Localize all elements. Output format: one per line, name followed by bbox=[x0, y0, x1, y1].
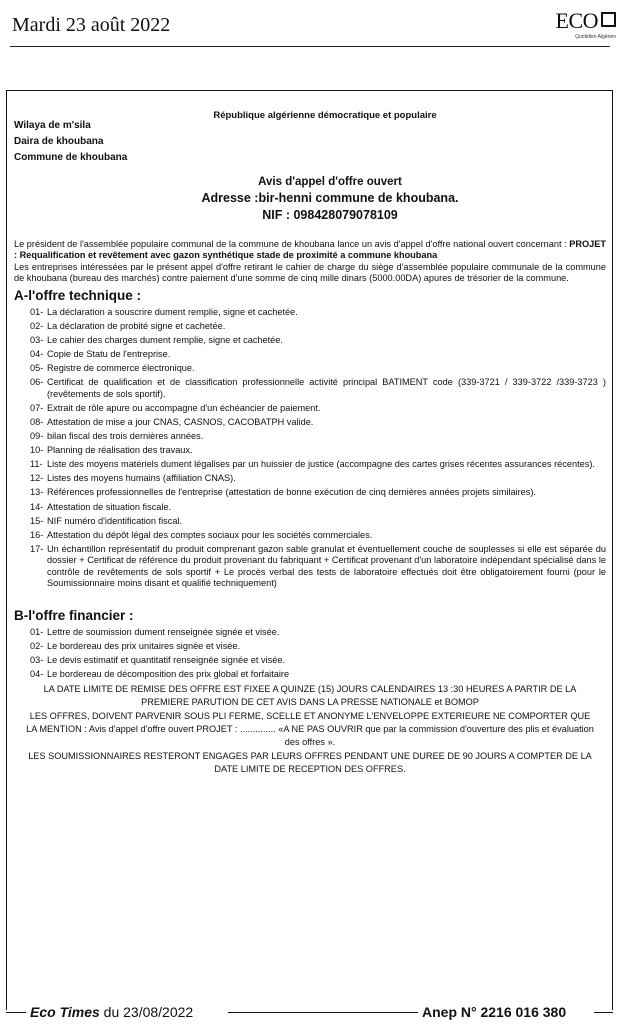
item-number: 15- bbox=[30, 515, 44, 526]
item-number: 05- bbox=[30, 363, 44, 374]
list-item bbox=[30, 516, 606, 528]
republic-heading: République algérienne démocratique et populaire bbox=[213, 110, 437, 121]
footer-rule-right bbox=[594, 1012, 613, 1013]
list-item bbox=[30, 321, 606, 333]
commune: Commune de khoubana bbox=[14, 151, 128, 163]
deadline-text: LA DATE LIMITE DE REMISE DES OFFRE EST FIXEE A QUINZE (15) JOURS CALENDAIRES 13 :30 HEURES A PARTIR DE LA PREMIERE PARUTION DE CET AVIS DANS LA PRESSE NATIONALE et BOMOP bbox=[43, 684, 577, 708]
list-item bbox=[30, 487, 606, 499]
footer-rule-middle bbox=[228, 1012, 418, 1013]
list-item bbox=[30, 403, 606, 415]
wilaya: Wilaya de m'sila bbox=[14, 119, 91, 131]
item-number: 07- bbox=[30, 402, 44, 413]
list-item bbox=[30, 335, 606, 347]
item-text: Extrait de rôle apure ou accompagne d'un échéancier de paiement. bbox=[47, 402, 321, 413]
item-text: NIF numéro d'identification fiscal. bbox=[47, 515, 183, 526]
footer-rule-left bbox=[6, 1012, 26, 1013]
footer bbox=[6, 1002, 613, 1022]
item-text: Attestation du dépôt légal des comptes sociaux pour les sociétés commerciales. bbox=[47, 529, 373, 540]
technical-offer-title: A-l'offre technique : bbox=[14, 287, 141, 303]
list-item bbox=[30, 544, 606, 590]
notice-title: Avis d'appel d'offre ouvert bbox=[258, 175, 402, 188]
administration-block bbox=[14, 118, 606, 166]
list-item bbox=[30, 473, 606, 485]
item-text: La déclaration a souscrire dument remplie, signe et cachetée. bbox=[47, 306, 298, 317]
item-text: Le cahier des charges dument remplie, signe et cachetée. bbox=[47, 335, 283, 346]
notice-content bbox=[14, 98, 606, 777]
item-number: 11- bbox=[30, 459, 43, 470]
list-item bbox=[30, 502, 606, 514]
item-text: Copie de Statu de l'entreprise. bbox=[47, 349, 171, 360]
envelope-text: LES OFFRES, DOIVENT PARVENIR SOUS PLI FERME, SCELLE ET ANONYME L'ENVELOPPE EXTERIEURE NE COMPORTER QUE LA MENTION : Avis d'appel d'offre ouvert PROJET : .............. «A NE PAS OUVRIR que par la commission d'ouverture des plis et évaluation des offres ». bbox=[26, 710, 594, 748]
list-item bbox=[30, 377, 606, 400]
item-number: 03- bbox=[30, 335, 44, 346]
list-item bbox=[30, 417, 606, 429]
list-item bbox=[30, 530, 606, 542]
item-text: Attestation de mise a jour CNAS, CASNOS, CACOBATPH valide. bbox=[47, 417, 314, 427]
list-item bbox=[30, 363, 606, 375]
item-number: 06- bbox=[30, 377, 44, 388]
item-number: 02- bbox=[30, 320, 44, 331]
newspaper-logo bbox=[546, 8, 616, 44]
notice-address: Adresse :bir-henni commune de khoubana. bbox=[201, 190, 459, 205]
logo-building-icon bbox=[601, 12, 616, 27]
technical-offer-list bbox=[14, 307, 606, 590]
project-title: PROJET : Requalification et revêtement avec gazon synthétique stade de proximité a commune khoubana bbox=[14, 238, 606, 261]
item-number: 08- bbox=[30, 417, 44, 427]
notice-nif: NIF : 098428079078109 bbox=[262, 208, 398, 223]
item-number: 01- bbox=[30, 306, 44, 317]
notice-heading bbox=[14, 174, 606, 225]
anep-number: Anep N° 2216 016 380 bbox=[422, 1004, 567, 1020]
list-item bbox=[30, 307, 606, 319]
footer-source bbox=[30, 1004, 193, 1020]
item-text: Planning de réalisation des travaux. bbox=[47, 445, 193, 456]
item-number: 13- bbox=[30, 487, 44, 498]
list-item bbox=[30, 431, 606, 443]
source-name: Eco Times bbox=[30, 1004, 100, 1020]
intro-text: Le président de l'assemblée populaire communal de la commune de khoubana lance un avis d'appel d'offre national ouvert concernant : bbox=[14, 238, 570, 249]
list-item bbox=[30, 627, 606, 639]
item-text: Références professionnelles de l'entreprise (attestation de bonne exécution de cinq dernières années projets similaires). bbox=[47, 487, 536, 498]
list-item bbox=[30, 349, 606, 361]
financial-offer-list bbox=[14, 627, 606, 681]
masthead bbox=[0, 0, 620, 48]
list-item bbox=[30, 445, 606, 457]
financial-offer-title: B-l'offre financier : bbox=[14, 607, 134, 623]
list-item bbox=[30, 655, 606, 667]
item-text: Certificat de qualification et de classification professionnelle activité principal BATIMENT code (339-3721 / 339-3722 /339-3723 )(revêtements de sols sportif). bbox=[47, 377, 606, 399]
list-item bbox=[30, 459, 606, 471]
engagement-text: LES SOUMISSIONNAIRES RESTERONT ENGAGES PAR LEURS OFFRES PENDANT UNE DUREE DE 90 JOURS A COMPTER DE LA DATE LIMITE DE RECEPTION DES OFFRES. bbox=[28, 750, 592, 775]
item-text: La déclaration de probité signe et cachetée. bbox=[47, 320, 226, 331]
item-number: 03- bbox=[30, 654, 44, 665]
item-text: Le bordereau des prix unitaires signée et visée. bbox=[47, 640, 241, 651]
intro-paragraph bbox=[14, 239, 606, 262]
item-text: Attestation de situation fiscale. bbox=[47, 501, 172, 512]
item-text: Le devis estimatif et quantitatif renseignée signée et visée. bbox=[47, 654, 285, 665]
item-number: 16- bbox=[30, 529, 44, 540]
source-date: du 23/08/2022 bbox=[103, 1004, 194, 1020]
closing-block bbox=[14, 683, 606, 776]
item-number: 12- bbox=[30, 473, 44, 484]
item-number: 09- bbox=[30, 431, 44, 442]
item-text: Lettre de soumission dument renseignée signée et visée. bbox=[47, 626, 280, 637]
masthead-divider bbox=[10, 46, 610, 47]
item-text: bilan fiscal des trois dernières années. bbox=[47, 431, 204, 442]
item-number: 02- bbox=[30, 640, 44, 651]
publication-date: Mardi 23 août 2022 bbox=[12, 14, 171, 36]
item-text: Un échantillon représentatif du produit comprenant gazon sable granulat et éventuellement couche de souplesses si elle est séparée du dossier + Certificat de référence du produit provenant du fabriquant + Certificat provenant d'un laboratoire indépendant spécialisé dans le contrôle de revêtements de sols sportif + Le procès verbal des tests de laboratoire effectués doit être obligatoirement fourni (pour le Soumissionnaire moins disant et qualifié techniquement) bbox=[47, 543, 606, 589]
item-number: 04- bbox=[30, 669, 44, 679]
item-number: 10- bbox=[30, 445, 44, 456]
item-number: 04- bbox=[30, 349, 44, 360]
item-number: 17- bbox=[30, 543, 44, 554]
item-number: 14- bbox=[30, 501, 44, 512]
retrieval-paragraph: Les entreprises intéressées par le présent appel d'offre retirant le cahier de charge du siège d'assemblée populaire communale de la commune de khoubana (bureau des marchés) contre paiement d'une somme de cinq mille dinars (5000.00DA) apures de trésorier de la commune. bbox=[14, 261, 606, 284]
logo-subtitle: Quotidien Algérien bbox=[575, 34, 616, 40]
item-number: 01- bbox=[30, 626, 44, 637]
list-item bbox=[30, 641, 606, 653]
item-text: Le bordereau de décomposition des prix global et forfaitaire bbox=[47, 669, 290, 679]
item-text: Listes des moyens humains (affiliation CNAS). bbox=[47, 473, 236, 484]
daira: Daira de khoubana bbox=[14, 135, 104, 147]
logo-text: ECO bbox=[555, 8, 598, 33]
item-text: Registre de commerce électronique. bbox=[47, 363, 195, 374]
item-text: Liste des moyens matériels dument légalises par un huissier de justice (accompagne des cartes grises récentes assurances récentes). bbox=[47, 459, 595, 470]
list-item bbox=[30, 669, 606, 681]
